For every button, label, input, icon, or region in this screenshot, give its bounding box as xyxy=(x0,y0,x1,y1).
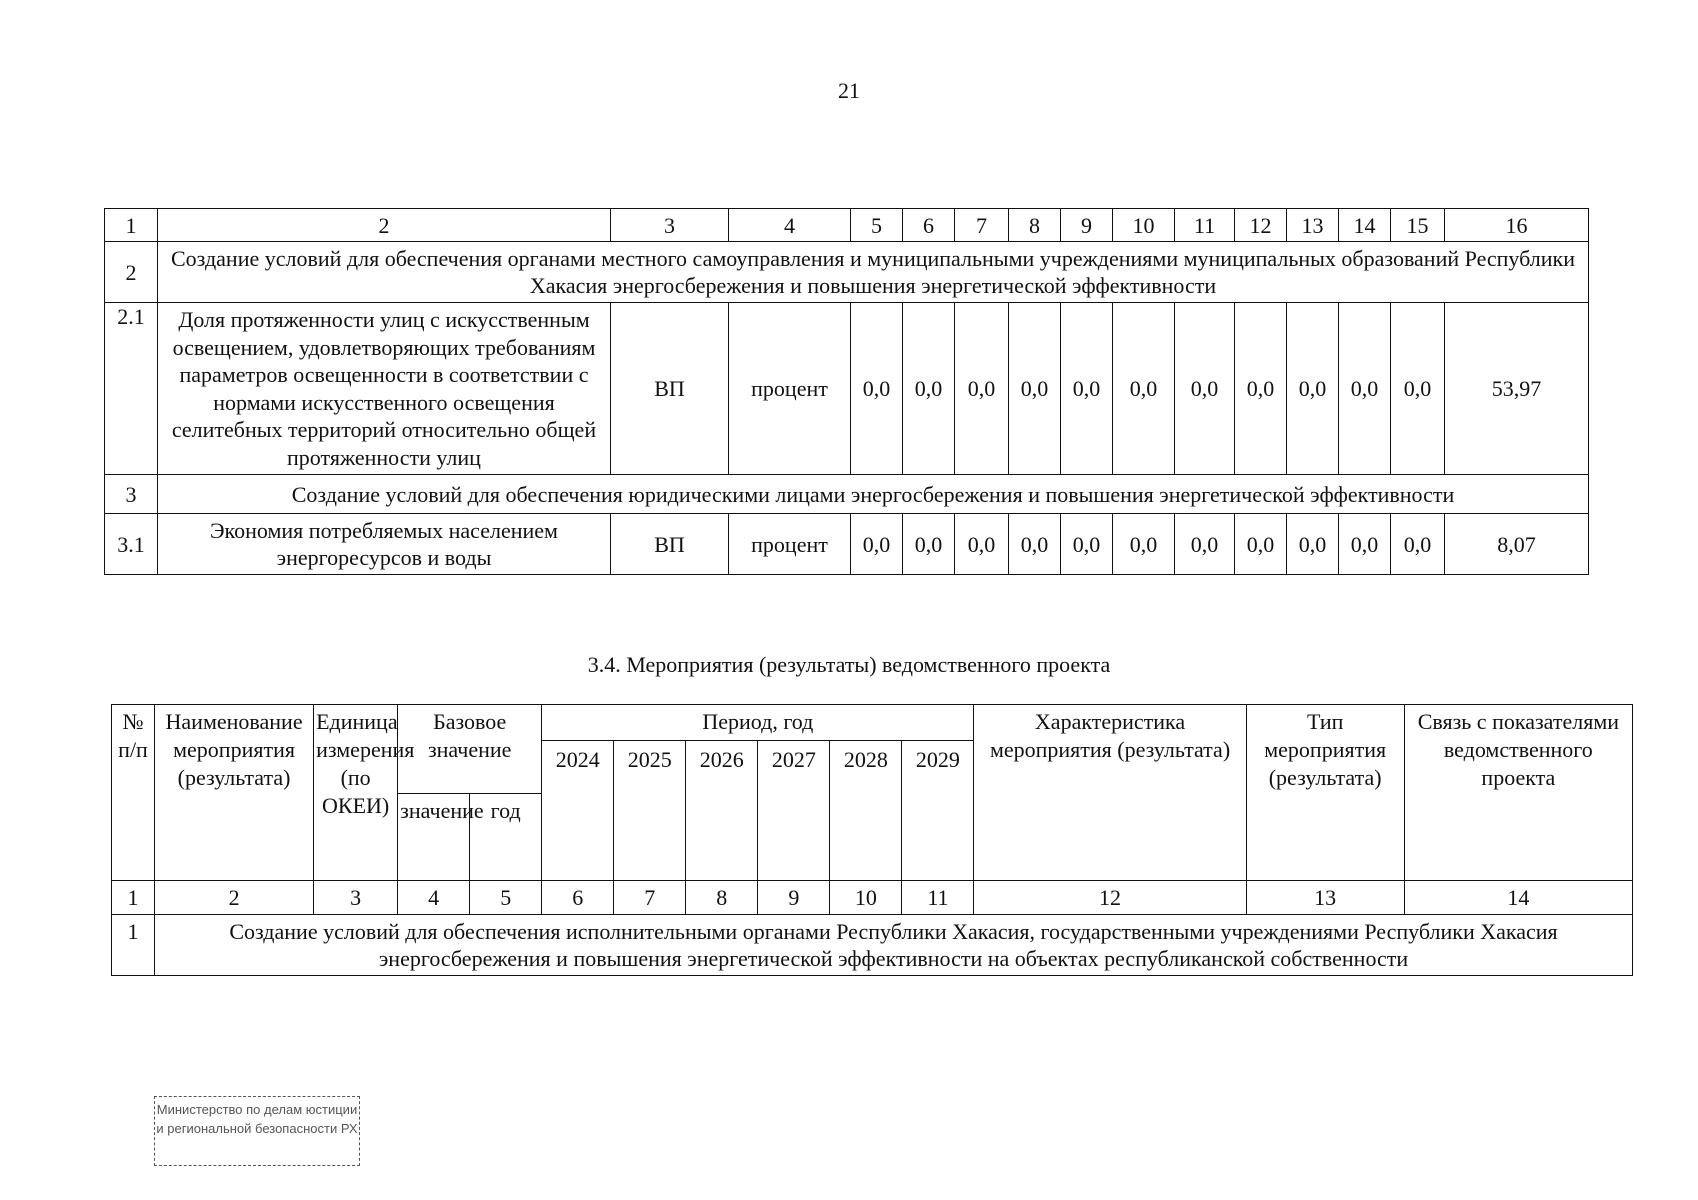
column-number: 12 xyxy=(1235,209,1287,242)
column-number: 13 xyxy=(1287,209,1339,242)
indicator-value: 0,0 xyxy=(1339,514,1391,575)
indicator-name: Доля протяженности улиц с искусственным освещением, удовлетворяющих требованиям параметров освещенности в соответствии с нормами искусственного освещения селитебных территорий относительно общей протяженности улиц xyxy=(158,303,611,475)
column-number: 9 xyxy=(758,881,830,915)
column-number: 1 xyxy=(112,881,155,915)
header-base-value-value: значение xyxy=(398,794,470,881)
column-number: 9 xyxy=(1061,209,1113,242)
indicator-type: ВП xyxy=(611,514,729,575)
header-number: № п/п xyxy=(112,705,155,881)
indicator-value: 0,0 xyxy=(1009,303,1061,475)
indicator-unit: процент xyxy=(729,303,851,475)
column-number: 11 xyxy=(1175,209,1235,242)
header-link: Связь с показателями ведомственного проекта xyxy=(1404,705,1632,881)
section-row xyxy=(112,915,1633,976)
indicator-value: 0,0 xyxy=(1061,514,1113,575)
indicator-value: 0,0 xyxy=(1391,303,1445,475)
header-period: Период, год xyxy=(542,705,974,741)
indicator-value: 0,0 xyxy=(1235,303,1287,475)
column-number: 2 xyxy=(158,209,611,242)
column-number: 8 xyxy=(1009,209,1061,242)
column-number: 7 xyxy=(955,209,1009,242)
column-number: 4 xyxy=(729,209,851,242)
indicator-value: 0,0 xyxy=(1113,514,1175,575)
section-row xyxy=(105,242,1589,303)
section-title: Создание условий для обеспечения исполнительными органами Республики Хакасия, государственными учреждениями Республики Хакасия энергосбережения и повышения энергетической эффективности на объектах республиканской собственности xyxy=(155,915,1633,976)
indicator-value: 0,0 xyxy=(1009,514,1061,575)
section-heading: 3.4. Мероприятия (результаты) ведомственного проекта xyxy=(587,652,1111,677)
indicator-row xyxy=(105,514,1589,575)
header-type: Тип мероприятия (результата) xyxy=(1246,705,1404,881)
indicator-type: ВП xyxy=(611,303,729,475)
column-number: 5 xyxy=(470,881,542,915)
indicator-row xyxy=(105,303,1589,475)
column-number: 11 xyxy=(902,881,974,915)
column-number: 14 xyxy=(1339,209,1391,242)
indicator-value: 0,0 xyxy=(1339,303,1391,475)
header-name: Наименование мероприятия (результата) xyxy=(155,705,314,881)
column-number: 12 xyxy=(974,881,1246,915)
column-number: 8 xyxy=(686,881,758,915)
indicator-value: 0,0 xyxy=(903,303,955,475)
row-number: 2.1 xyxy=(105,303,158,475)
header-unit: Единица измерения (по ОКЕИ) xyxy=(314,705,398,881)
measures-table xyxy=(111,704,1633,976)
indicator-value: 0,0 xyxy=(1175,303,1235,475)
header-characteristic: Характеристика мероприятия (результата) xyxy=(974,705,1246,881)
column-number: 2 xyxy=(155,881,314,915)
indicator-target-value: 8,07 xyxy=(1445,514,1589,575)
indicator-value: 0,0 xyxy=(955,303,1009,475)
section-row xyxy=(105,475,1589,514)
section-title: Создание условий для обеспечения органами местного самоуправления и муниципальными учреждениями муниципальных образований Республики Хакасия энергосбережения и повышения энергетической эффективности xyxy=(158,242,1589,303)
column-number: 1 xyxy=(105,209,158,242)
column-number: 6 xyxy=(903,209,955,242)
indicator-target-value: 53,97 xyxy=(1445,303,1589,475)
column-number: 5 xyxy=(851,209,903,242)
column-number-row xyxy=(112,881,1633,915)
indicator-value: 0,0 xyxy=(1235,514,1287,575)
indicator-value: 0,0 xyxy=(955,514,1009,575)
indicator-value: 0,0 xyxy=(903,514,955,575)
column-number: 10 xyxy=(1113,209,1175,242)
indicator-value: 0,0 xyxy=(851,303,903,475)
section-number: 3 xyxy=(105,475,158,514)
column-number: 6 xyxy=(542,881,614,915)
indicator-value: 0,0 xyxy=(851,514,903,575)
column-number: 10 xyxy=(830,881,902,915)
header-year: 2027 xyxy=(758,741,830,881)
column-number: 13 xyxy=(1246,881,1404,915)
indicator-value: 0,0 xyxy=(1287,514,1339,575)
column-number: 14 xyxy=(1404,881,1632,915)
indicator-value: 0,0 xyxy=(1113,303,1175,475)
header-year: 2025 xyxy=(614,741,686,881)
column-number: 3 xyxy=(611,209,729,242)
column-number: 7 xyxy=(614,881,686,915)
indicator-unit: процент xyxy=(729,514,851,575)
header-base-value: Базовое значение xyxy=(398,705,542,794)
header-base-value-year: год xyxy=(470,794,542,881)
indicator-value: 0,0 xyxy=(1391,514,1445,575)
indicator-value: 0,0 xyxy=(1175,514,1235,575)
column-number: 15 xyxy=(1391,209,1445,242)
column-number: 3 xyxy=(314,881,398,915)
column-number: 16 xyxy=(1445,209,1589,242)
row-number: 3.1 xyxy=(105,514,158,575)
header-year: 2029 xyxy=(902,741,974,881)
header-row xyxy=(112,705,1633,741)
column-number-row xyxy=(105,209,1589,242)
column-number: 4 xyxy=(398,881,470,915)
ministry-stamp: Министерство по делам юстиции и региональной безопасности РХ xyxy=(154,1096,360,1166)
indicator-value: 0,0 xyxy=(1061,303,1113,475)
page-number: 21 xyxy=(838,78,860,103)
section-number: 1 xyxy=(112,915,155,976)
indicator-name: Экономия потребляемых населением энергоресурсов и воды xyxy=(158,514,611,575)
header-year: 2028 xyxy=(830,741,902,881)
section-title: Создание условий для обеспечения юридическими лицами энергосбережения и повышения энергетической эффективности xyxy=(158,475,1589,514)
indicator-value: 0,0 xyxy=(1287,303,1339,475)
header-year: 2026 xyxy=(686,741,758,881)
section-number: 2 xyxy=(105,242,158,303)
header-year: 2024 xyxy=(542,741,614,881)
indicators-table xyxy=(104,208,1589,575)
